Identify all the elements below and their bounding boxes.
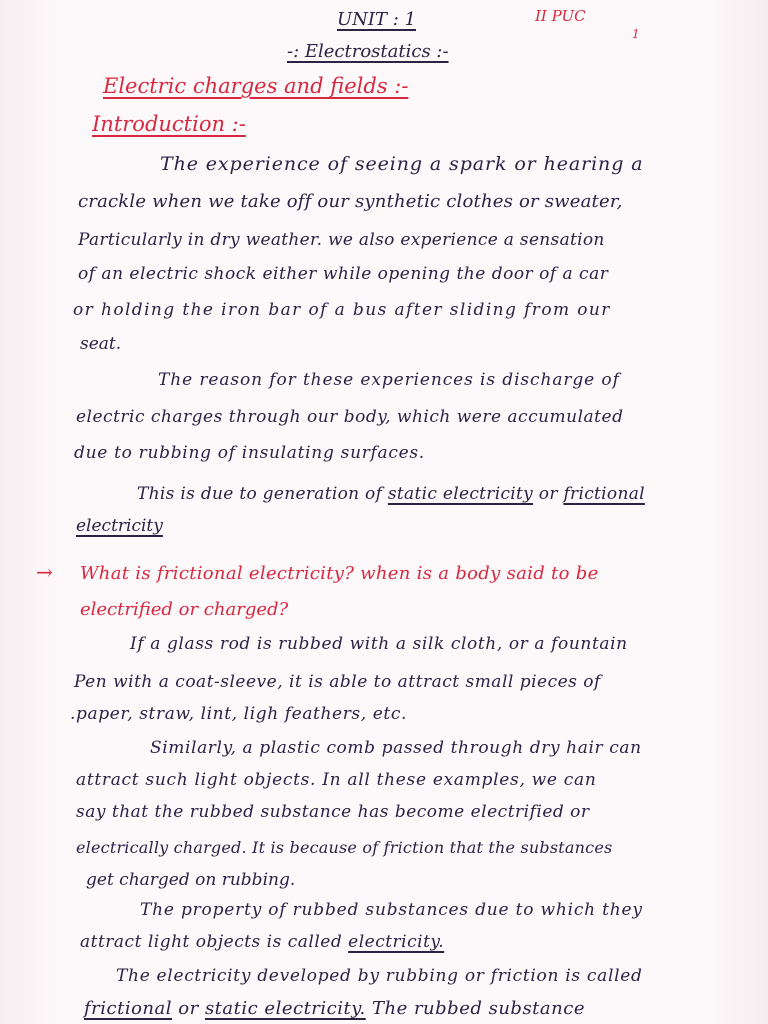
p3-or: or <box>538 484 558 504</box>
p6-line-1: The property of rubbed substances due to which they <box>140 900 643 920</box>
p1-line-4: of an electric shock either while opening the door of a car <box>78 264 609 284</box>
p3-line-2: electricity <box>76 516 163 536</box>
frictional-term: frictional <box>563 484 645 504</box>
p4-line-2: Pen with a coat-sleeve, it is able to attract small pieces of <box>74 672 601 692</box>
p7-tail: The rubbed substance <box>371 998 585 1019</box>
p5-line-3: say that the rubbed substance has become electrified or <box>76 802 590 822</box>
unit-heading: UNIT : 1 <box>337 9 416 30</box>
p1-line-2: crackle when we take off our synthetic clothes or sweater, <box>78 191 623 212</box>
p3-lead: This is due to generation of <box>137 484 383 504</box>
p6-line-2 <box>80 930 444 954</box>
frictional-term-2: frictional <box>84 998 173 1019</box>
electricity-term: electricity. <box>348 932 445 952</box>
p2-line-2: electric charges through our body, which were accumulated <box>76 407 624 427</box>
static-electricity-term-2: static electricity. <box>204 998 366 1019</box>
p4-line-3: .paper, straw, lint, ligh feathers, etc. <box>70 704 407 724</box>
p1-line-6: seat. <box>80 334 122 354</box>
p7-line-1: The electricity developed by rubbing or friction is called <box>116 966 643 986</box>
p5-line-5: get charged on rubbing. <box>86 870 296 890</box>
p3-line-1 <box>137 482 645 506</box>
p6-lead: attract light objects is called <box>80 932 343 952</box>
p5-line-2: attract such light objects. In all these examples, we can <box>76 770 597 790</box>
p4-line-1: If a glass rod is rubbed with a silk cloth, or a fountain <box>130 634 628 654</box>
p7-or: or <box>178 998 199 1019</box>
p2-line-3: due to rubbing of insulating surfaces. <box>74 443 425 463</box>
question-arrow: → <box>36 560 53 584</box>
p5-line-1: Similarly, a plastic comb passed through dry hair can <box>150 738 642 758</box>
static-electricity-term: static electricity <box>387 484 534 504</box>
p5-line-4: electrically charged. It is because of friction that the substances <box>76 838 613 857</box>
section-heading: Introduction :- <box>92 112 246 136</box>
p1-line-5: or holding the iron bar of a bus after sliding from our <box>73 300 611 320</box>
question-line-1: What is frictional electricity? when is a body said to be <box>80 563 599 584</box>
p7-line-2 <box>84 997 585 1021</box>
question-line-2: electrified or charged? <box>80 599 289 620</box>
class-tag: II PUC <box>535 7 586 25</box>
p1-line-1: The experience of seeing a spark or hearing a <box>160 153 644 175</box>
subject-heading: -: Electrostatics :- <box>287 41 449 62</box>
p2-line-1: The reason for these experiences is discharge of <box>158 370 620 390</box>
page-number: 1 <box>632 27 640 41</box>
p1-line-3: Particularly in dry weather. we also experience a sensation <box>78 230 605 250</box>
chapter-heading: Electric charges and fields :- <box>103 74 409 98</box>
